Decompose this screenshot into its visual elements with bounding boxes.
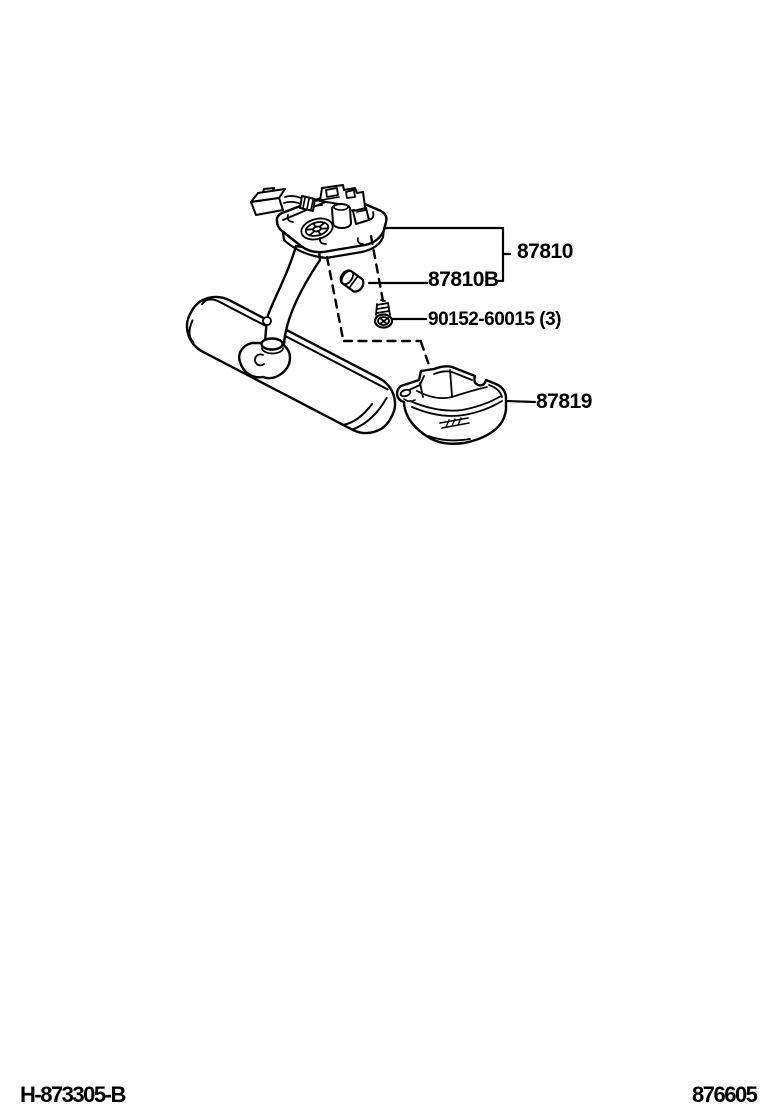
- bulb-socket-drawing: [332, 204, 351, 228]
- screw-drawing: [375, 300, 392, 328]
- part-label-90152-60015[interactable]: 90152-60015 (3): [428, 309, 561, 330]
- part-label-87810B[interactable]: 87810B: [428, 268, 499, 291]
- part-label-87819[interactable]: 87819: [536, 390, 592, 413]
- side-block-drawing: [353, 208, 369, 224]
- mirror-cover-drawing: [397, 366, 506, 443]
- bulb-drawing: [338, 268, 366, 294]
- figure-code-right: 876605: [692, 1082, 757, 1107]
- leader-cover: [506, 401, 535, 402]
- part-label-87810[interactable]: 87810: [517, 240, 573, 263]
- figure-code-left: H-873305-B: [20, 1082, 125, 1107]
